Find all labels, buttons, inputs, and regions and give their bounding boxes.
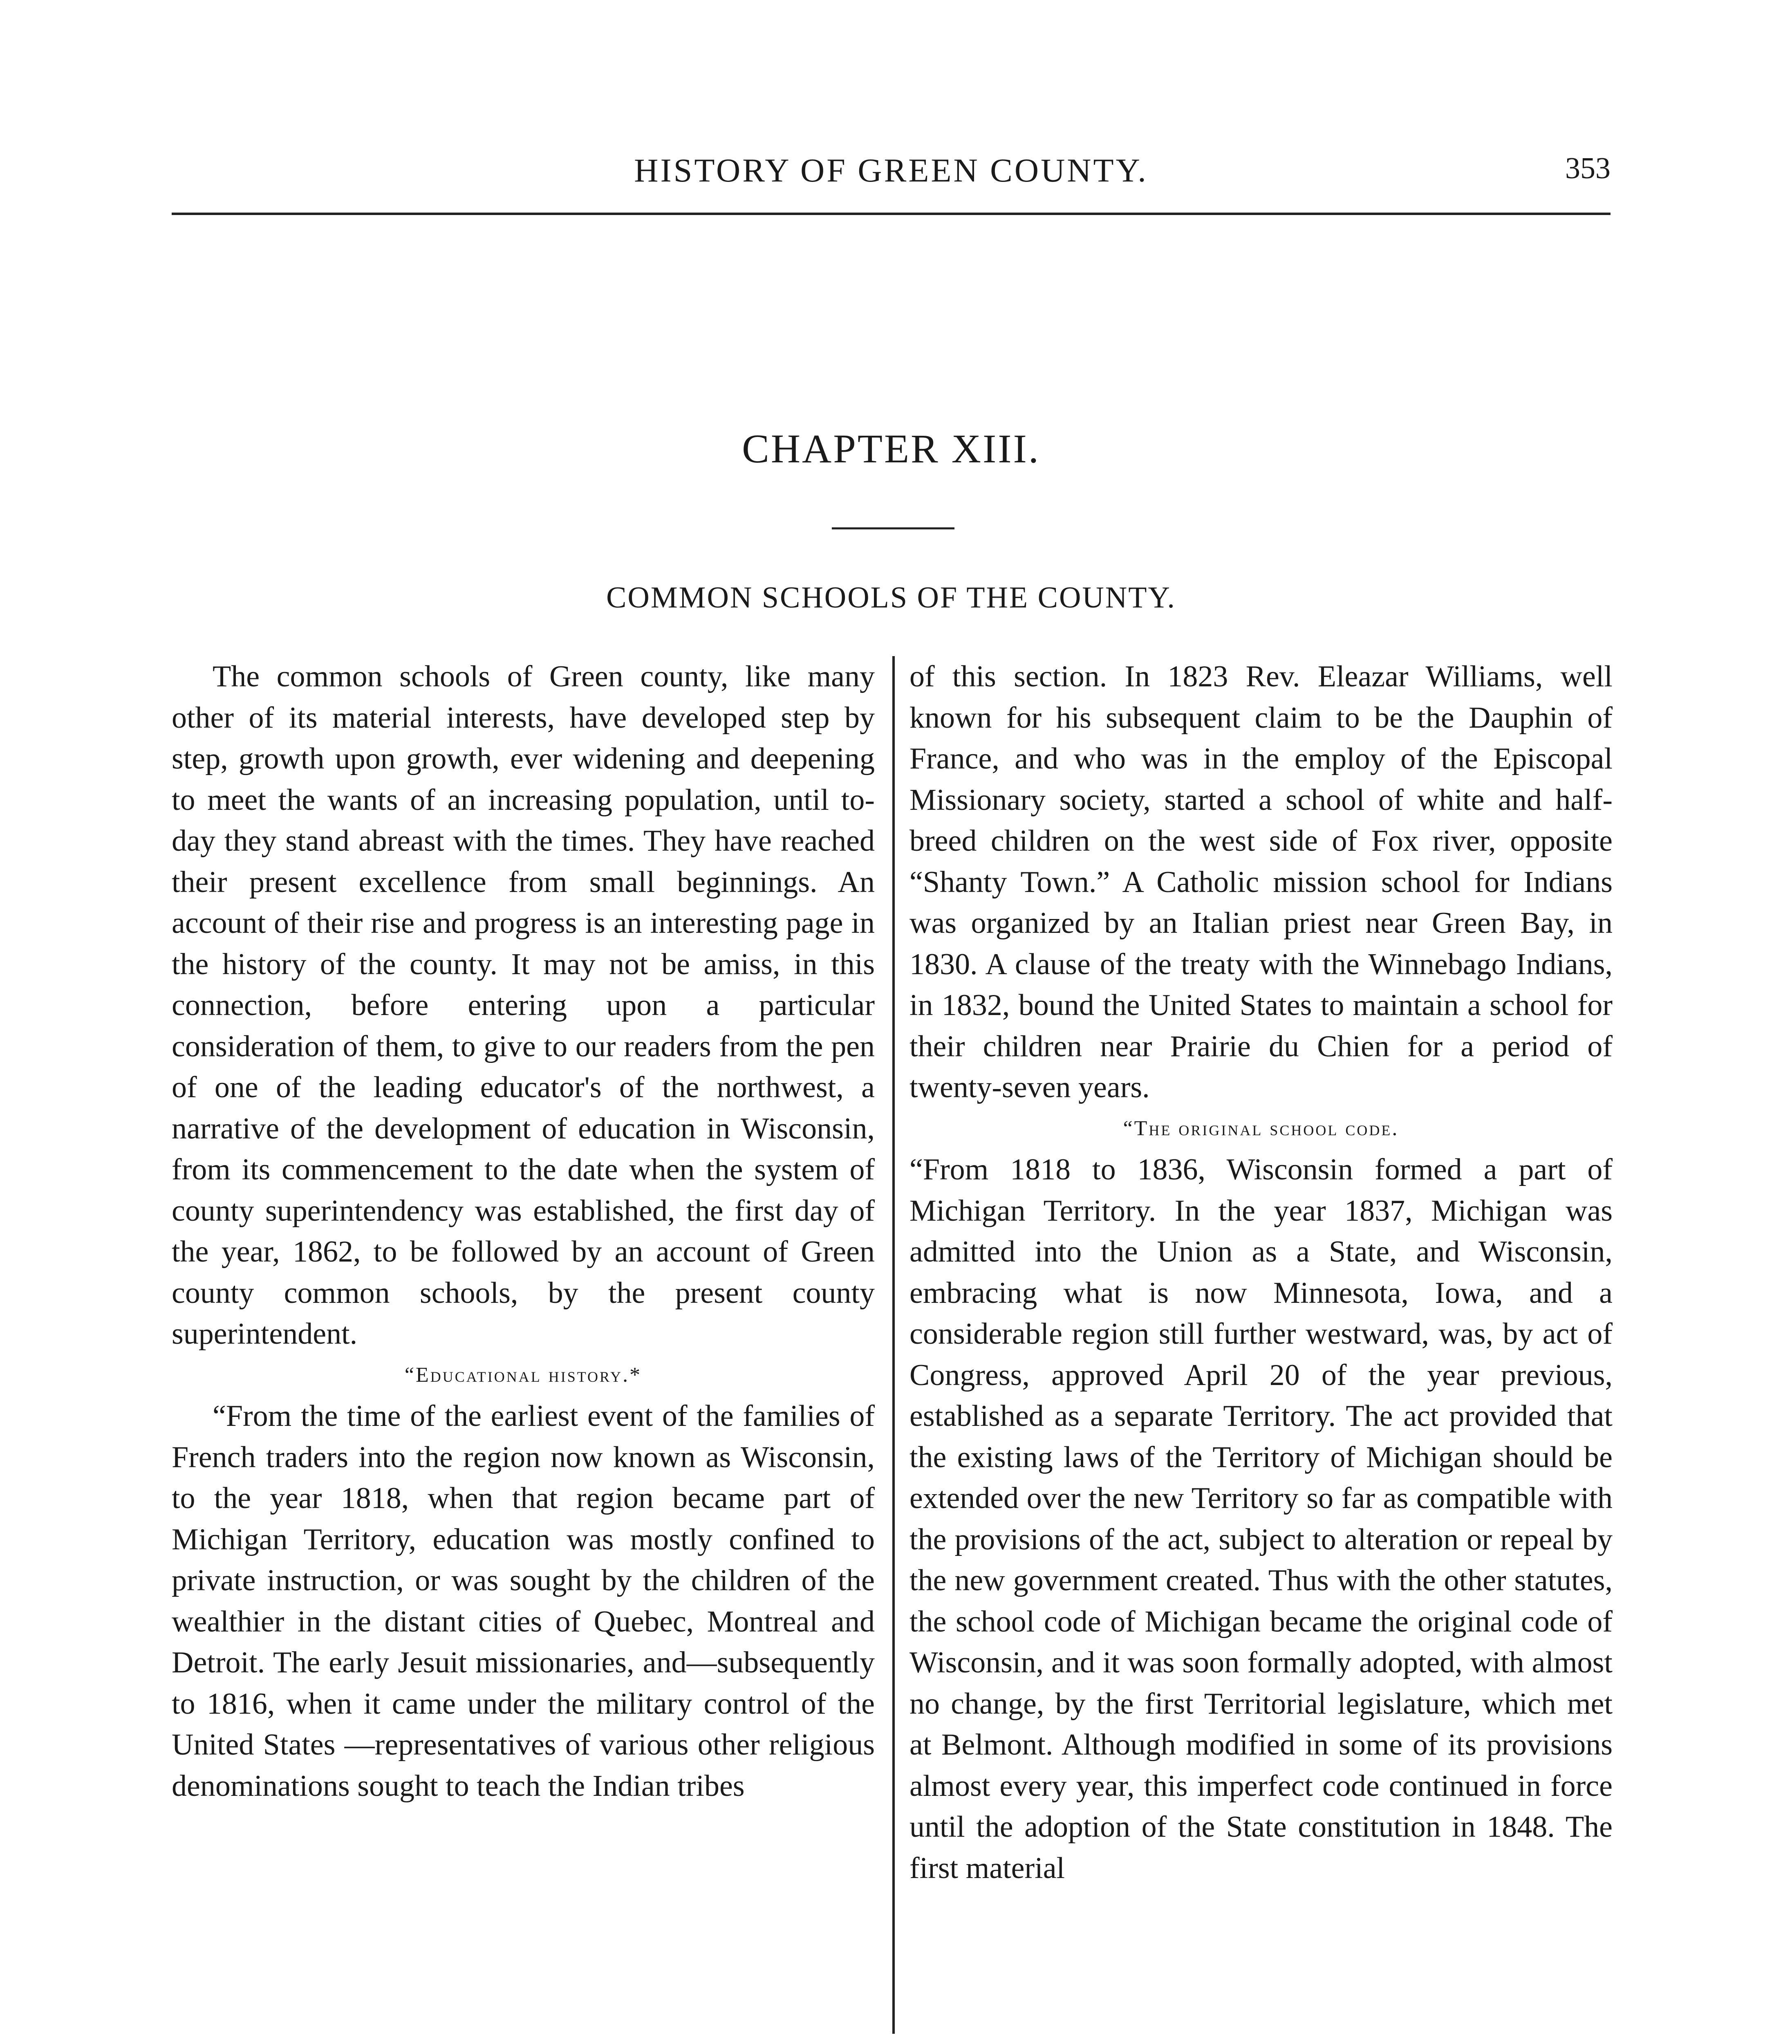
- original-school-code-subhead: “The original school code.: [1123, 1116, 1399, 1140]
- educational-history-subhead: “Educational history.*: [404, 1363, 642, 1387]
- school-code-paragraph: “From 1818 to 1836, Wisconsin formed a part of Michigan Territory. In the year 1837, Michigan was admitted into the Union as a State, and Wisconsin, embracing what is now Minnesota, Iowa, and a considerable region still further westward, was, by act of Congress, approved April 20 of the year previous, established as a separate Territory. The act provided that the existing laws of the Territory of Michigan should be extended over the new Territory so far as compatible with the provisions of the act, subject to alteration or repeal by the new government created. Thus with the other statutes, the school code of Michigan became the original code of Wisconsin, and it was soon formally adopted, with almost no change, by the first Territorial legislature, which met at Belmont. Although modified in some of its provisions almost every year, this imperfect code continued in force until the adoption of the State constitution in 1848. The first material: [909, 1153, 1613, 1885]
- running-title: HISTORY OF GREEN COUNTY.: [634, 152, 1148, 189]
- column-divider: [892, 656, 895, 2034]
- running-head: [172, 135, 1611, 196]
- history-paragraph: “From the time of the earliest event of the families of French traders into the region now known as Wisconsin, to the year 1818, when that region became part of Michigan Territory, education was mostly confined to private instruction, or was sought by the children of the wealthier in the distant cities of Quebec, Montreal and Detroit. The early Jesuit missionaries, and—subsequently to 1816, when it came under the military control of the United States —representatives of various other religious denominations sought to teach the Indian tribes: [172, 1399, 875, 1803]
- section-title: COMMON SCHOOLS OF THE COUNTY.: [606, 581, 1176, 614]
- left-column: [172, 656, 875, 1806]
- right-column: [909, 656, 1613, 1889]
- intro-paragraph: The common schools of Green county, like many other of its material interests, have developed step by step, growth upon growth, ever widening and deepening to meet the wants of an increasing population, until to-day they stand abreast with the times. They have reached their present excellence from small beginnings. An account of their rise and progress is an interesting page in the history of the county. It may not be amiss, in this connection, before entering upon a particular consideration of them, to give to our readers from the pen of one of the leading educator's of the northwest, a narrative of the development of education in Wisconsin, from its commencement to the date when the system of county superintendency was established, the first day of the year, 1862, to be followed by an account of Green county common schools, by the present county superintendent.: [172, 660, 875, 1351]
- header-rule: [172, 213, 1611, 215]
- continuation-paragraph: of this section. In 1823 Rev. Eleazar Williams, well known for his subsequent claim to be the Dauphin of France, and who was in the employ of the Episcopal Missionary society, started a school of white and half-breed children on the west side of Fox river, opposite “Shanty Town.” A Catholic mission school for Indians was organized by an Italian priest near Green Bay, in 1830. A clause of the treaty with the Winnebago Indians, in 1832, bound the United States to maintain a school for their children near Prairie du Chien for a period of twenty-seven years.: [909, 660, 1613, 1104]
- page-number: 353: [1565, 152, 1611, 185]
- chapter-title: CHAPTER XIII.: [742, 426, 1040, 471]
- chapter-divider: [832, 527, 954, 529]
